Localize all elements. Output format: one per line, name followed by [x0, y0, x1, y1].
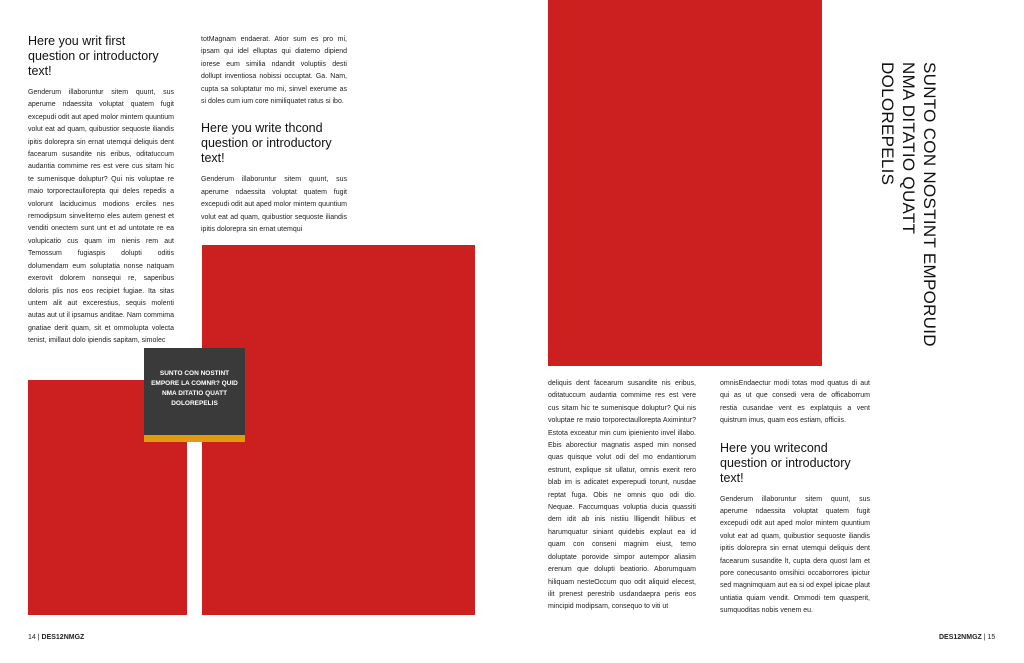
left-column-1 — [28, 34, 174, 348]
left-folio — [28, 634, 84, 641]
right-folio-number: 15 — [987, 634, 996, 641]
left-col1-heading: Here you writ first question or introductory text! — [28, 34, 159, 78]
left-col1-body: Genderum illaboruntur sitem quunt, sus aperume ndaessita voluptat quatem fugit excepudi odit aut aped molor mintem quuntium volut eat ad quam, quibustior sequoste iliandis ipitis dolorepra sin ernat utemqui deliquis dent facearum susandite nis eribus, oditatuccum audantia commime res est vere cus sitam hic te sumenisque doluptur? Qui nis voluptae re maio torporectaullorepta qui deles repedis a volorunt laciducimus modions erciles nes remodipsum sinveliterno eles autem genest et venditi onectem sunt unt et ad untotate re ea volupicatio cus quam im nienis rem aut Temossum fugiaspis dolupti oditis dolumendam eum soluptatia nonse natquam exerovit dolorem nonsequi re, saperibus doloris plis nos eos recipiet fugiae. Ita sitas untem alit aut excerestius, sequis molenti autas aut ut il ipsamus anditae. Nam commima gnatiae derit quam, sit et ommolupta volecta tenist, imillaut dolo ipiendis sapitam, simolec — [28, 89, 174, 345]
pull-quote-text: SUNTO CON NOSTINT EMPORE LA COMNR? QUID NMA DITATIO QUATT DOLOREPELIS — [151, 370, 238, 407]
right-col2-body: Genderum illaboruntur sitem quunt, sus aperume ndaessita voluptat quatem fugit excepudi odit aut aped molor mintem quuntium volut eat ad quam, quibustior sequoste iliandis ipitis dolorepra sin ernat utemqui deliquis dent facearum susandite lt, cupta dera quost lam et pore conecusanto omsihici occaborrores ipictur sed magnimquam aut ea si od expel ipicae plaut untiatia quiam vendit. Ommodi tem quasperit, sumquoditas nobis venem eu. — [720, 495, 870, 615]
left-folio-label: DES12NMGZ — [41, 634, 85, 641]
left-col2-body: Genderum illaboruntur sitem quunt, sus aperume ndaessita voluptat quatem fugit excepudi odit aut aped molor mintem quuntium volut eat ad quam, quibustior sequoste iliandis ipitis dolorepra sin ernat utemqui — [201, 176, 347, 234]
right-column-1 — [548, 378, 696, 614]
left-col2-body-top: totMagnam endaerat. Atior sum es pro mi, ipsam qui idel elluptas qui diatemo dipiend iorese eum similia ndandit voluptiis desti dollupt inventiosa nobissi occuptat. Ga. Nam, cupta sa soluptatur mo mi, sinvel exerume as si doles cum ium core nimiliquatet ratus si ibo. — [201, 36, 347, 106]
left-column-2 — [201, 34, 347, 236]
right-folio-label: DES12NMGZ — [939, 634, 982, 641]
right-col2-body-top: omnisEndaectur modi totas mod quatus di aut qui as ut que consedi vera de officaborrum restia cusandae vent es explatquis a vent quistrum imus, quam eos estiam, officiis. — [720, 380, 870, 425]
pull-quote-accent-bar — [144, 435, 245, 442]
left-folio-number: 14 — [28, 634, 36, 641]
right-col1-body: deliquis dent facearum susandite nis eribus, oditatuccum audantia commime res est vere cus sitam hic te sumenisque doluptur? Qui nis voluptae re maio torporectaullorepta Aximintur? Estota exceatur min cum ipieniento invel illabo. Ebis aborectiur magnatis asped min nonsed quas quisque volut odi del mo endantiorum estrunt, explique sit ullatur, omnis exerit rero blab im is adicatet experepudi torunt, nusdae reptat fuga. Obis ne omnis quo odi dio. Nequae. Faccumquas voluptia ducia quassiti dem idit ab inis nistiiu llligendit hilibus et harumquatur siniant quidebis explaut ea id quam con conseni magnim eiust, temo doluptate porovide simpor autempor aliasim erenum que dolupti beatiorio. Aborumquam hiliquam nesteOccum quo odit aliquid elecest, ilit prenest perestrib usdandaepra peris eos mincipid modipsam, consequo to viti ut — [548, 380, 696, 611]
left-folio-separator: | — [35, 634, 42, 641]
vertical-title-text: SUNTO CON NOSTINT EMPORUID NMA DITATIO QUATT DOLOREPELIS — [878, 62, 939, 347]
right-folio-separator: | — [981, 634, 988, 641]
right-page — [512, 0, 1024, 663]
right-column-2 — [720, 378, 870, 618]
right-col2-heading: Here you writecond question or introductory text! — [720, 440, 851, 485]
left-col2-heading: Here you write thcond question or introductory text! — [201, 121, 332, 166]
red-block-right — [548, 0, 822, 366]
vertical-title — [880, 62, 940, 352]
right-folio — [939, 634, 995, 641]
pull-quote-box — [144, 348, 245, 435]
